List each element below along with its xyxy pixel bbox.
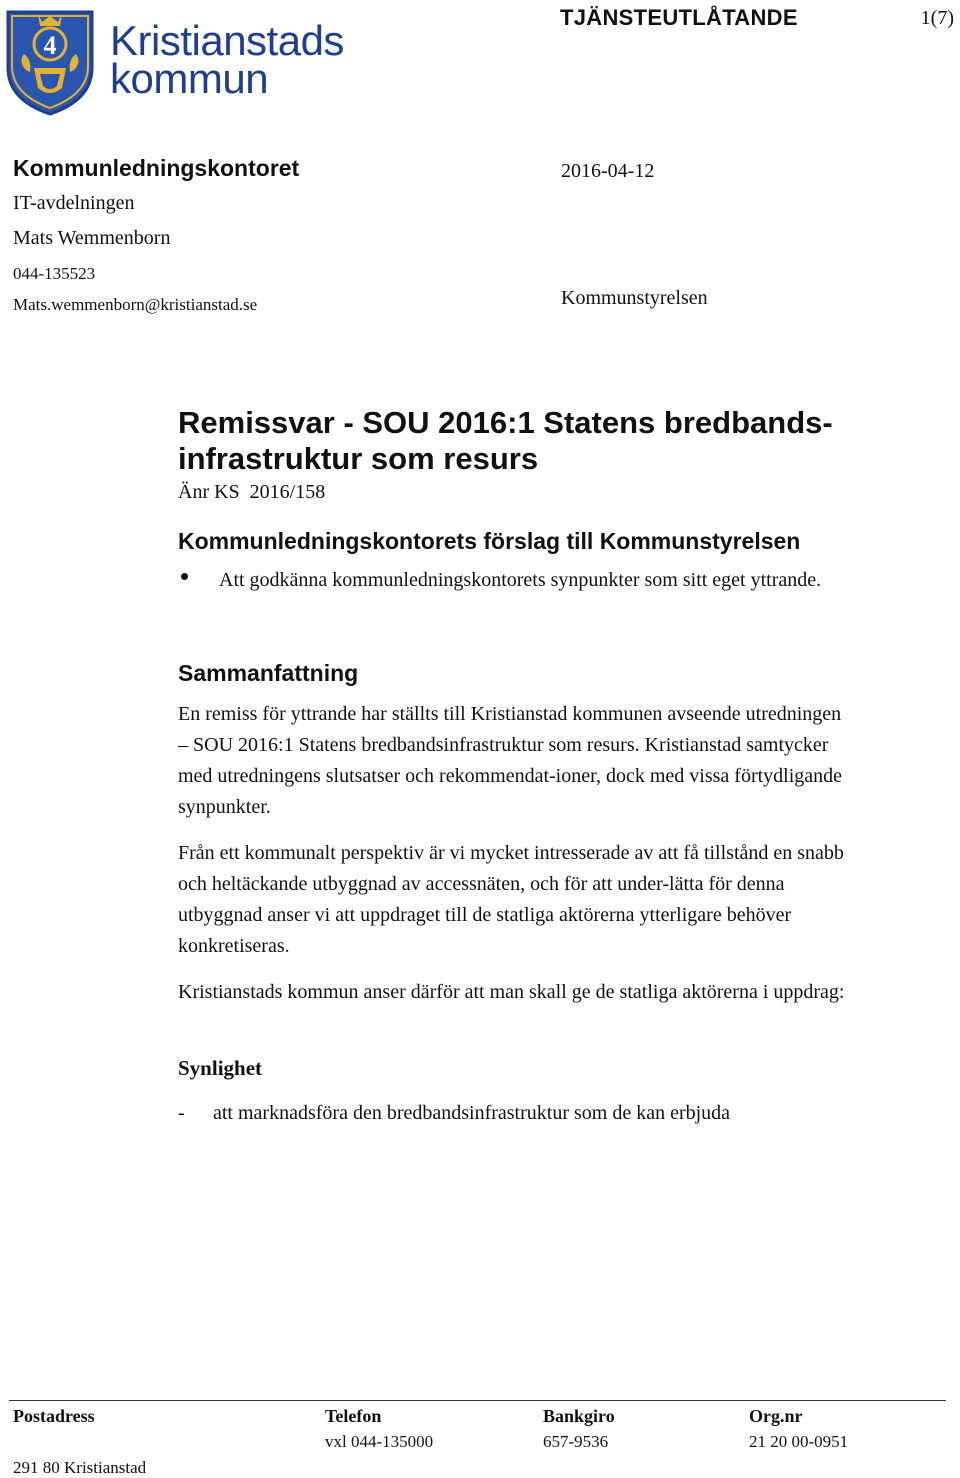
document-type: TJÄNSTEUTLÅTANDE xyxy=(560,5,798,30)
summary-paragraph-3: Kristianstads kommun anser därför att man skall ge de statliga aktörerna i uppdrag: xyxy=(178,981,845,1003)
sender-phone: 044-135523 xyxy=(13,264,96,283)
footer-orgnr-label: Org.nr xyxy=(749,1406,803,1426)
summary-paragraph-1: En remiss för yttrande har ställts till Kristianstad kommunen avseende utredningen – SOU 2016:1 Statens bredbandsinfrastruktur som resurs. Kristianstad samtycker med utredningens slutsatser och rekommendat-ioner, dock med vissa förtydligande synpunkter. xyxy=(178,703,843,818)
footer-orgnr-value: 21 20 00-0951 xyxy=(749,1432,849,1451)
sender-office: Kommunledningskontoret xyxy=(13,155,300,181)
summary-heading: Sammanfattning xyxy=(178,660,359,686)
sender-name: Mats Wemmenborn xyxy=(13,227,171,249)
proposal-bullet-text: Att godkänna kommunledningskontorets synpunkter som sitt eget yttrande. xyxy=(219,569,822,591)
document-title: Remissvar - SOU 2016:1 Statens bredbands-infrastruktur som resurs xyxy=(178,405,833,476)
municipality-logo xyxy=(4,8,344,116)
footer-bankgiro-value: 657-9536 xyxy=(543,1432,609,1451)
diary-number: Änr KS 2016/158 xyxy=(178,481,326,503)
footer-phone-value: vxl 044-135000 xyxy=(325,1432,434,1451)
document-date: 2016-04-12 xyxy=(561,160,655,182)
summary-paragraph-2: Från ett kommunalt perspektiv är vi mycket intresserade av att få tillstånd en snabb och heltäckande utbyggnad av accessnäten, och för att under-lätta för denna utbyggnad anser vi att uppdraget till de statliga aktörerna ytterligare behöver konkretiseras. xyxy=(178,842,844,957)
footer-bankgiro-label: Bankgiro xyxy=(543,1406,615,1426)
page-number: 1(7) xyxy=(920,7,954,29)
recipient: Kommunstyrelsen xyxy=(561,287,708,309)
coat-of-arms-icon xyxy=(4,8,96,116)
footer-address-label: Postadress xyxy=(13,1406,95,1426)
visibility-heading: Synlighet xyxy=(178,1056,263,1080)
logo-text-line2: kommun xyxy=(110,55,269,102)
svg-text:4: 4 xyxy=(43,31,57,60)
visibility-dash: - xyxy=(178,1102,185,1124)
footer-divider xyxy=(9,1400,946,1401)
sender-email: Mats.wemmenborn@kristianstad.se xyxy=(13,295,258,314)
footer-address-value: 291 80 Kristianstad xyxy=(13,1458,147,1477)
proposal-heading: Kommunledningskontorets förslag till Kommunstyrelsen xyxy=(178,528,801,554)
logo-text-line1: Kristianstads xyxy=(110,17,344,64)
sender-department: IT-avdelningen xyxy=(13,192,135,214)
bullet-marker xyxy=(181,573,188,580)
footer-phone-label: Telefon xyxy=(325,1406,382,1426)
visibility-item: att marknadsföra den bredbandsinfrastruktur som de kan erbjuda xyxy=(213,1102,731,1124)
